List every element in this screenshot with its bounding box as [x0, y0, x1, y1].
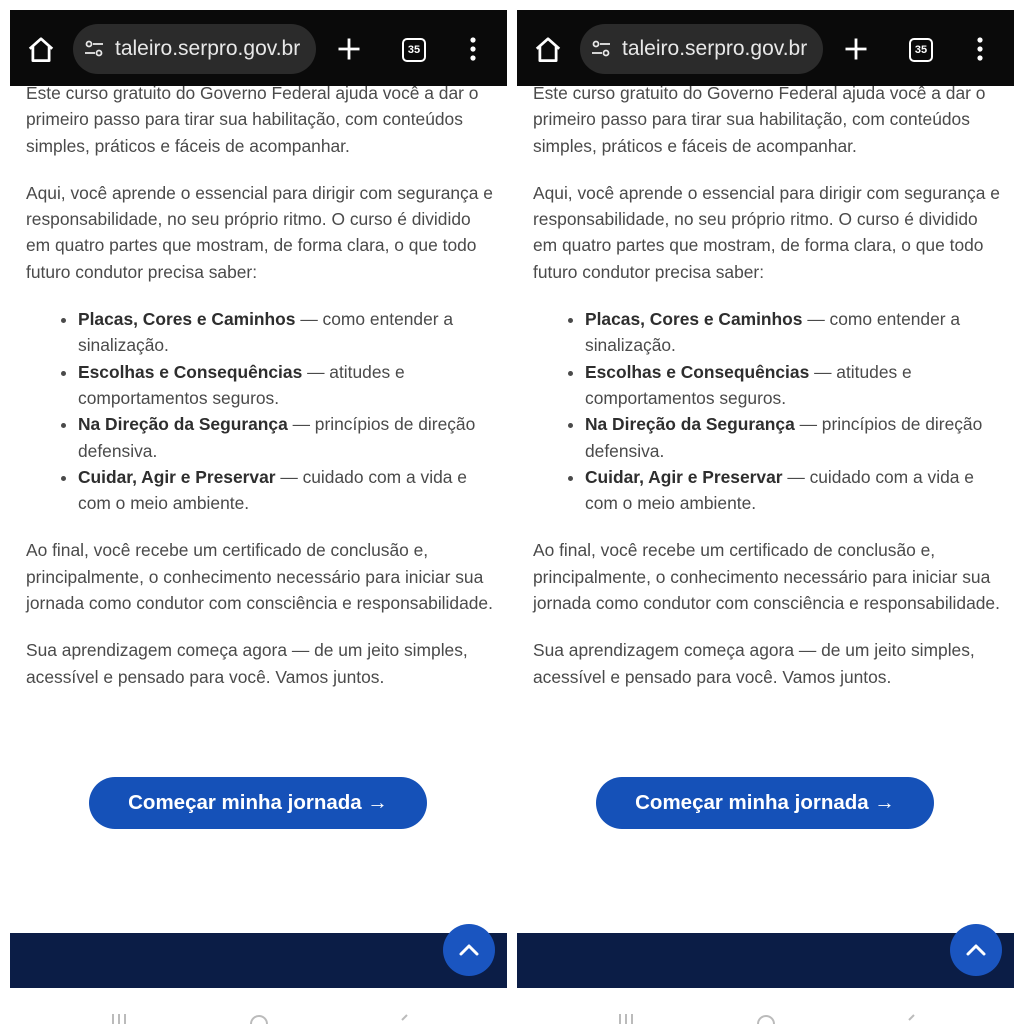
url-text: taleiro.serpro.gov.br — [115, 37, 301, 60]
tab-switcher-icon[interactable]: 35 — [909, 38, 933, 62]
screenshot-right — [517, 10, 1014, 1024]
tab-switcher-icon[interactable]: 35 — [402, 38, 426, 62]
url-bar[interactable] — [580, 24, 823, 74]
module-title: Placas, Cores e Caminhos — [585, 309, 803, 330]
home-icon[interactable] — [26, 35, 56, 65]
chevron-up-icon — [963, 937, 989, 963]
list-item — [585, 359, 1003, 412]
system-nav-bar — [10, 1006, 507, 1024]
course-description — [533, 80, 1003, 711]
module-title: Na Direção da Segurança — [585, 414, 795, 435]
module-title: Escolhas e Consequências — [585, 361, 810, 382]
home-icon[interactable] — [533, 35, 563, 65]
back-to-top-button[interactable] — [950, 924, 1002, 976]
start-journey-button[interactable]: Começar minha jornada → — [89, 777, 427, 829]
module-desc: — atitudes e comportamentos seguros. — [585, 361, 912, 408]
list-item — [78, 464, 496, 517]
module-list — [26, 306, 496, 516]
screenshot-left — [10, 10, 507, 1024]
module-title: Na Direção da Segurança — [78, 414, 288, 435]
course-description — [26, 80, 496, 711]
browser-toolbar — [517, 10, 1014, 86]
module-desc: — cuidado com a vida e com o meio ambiente. — [78, 466, 467, 514]
list-item — [585, 306, 1003, 359]
module-desc: — como entender a sinalização. — [585, 309, 961, 356]
tune-icon[interactable] — [83, 39, 105, 59]
plus-icon[interactable] — [842, 35, 870, 63]
page-footer — [517, 933, 1014, 988]
tune-icon[interactable] — [590, 39, 612, 59]
module-list — [533, 306, 1003, 516]
intro-paragraph: Este curso gratuito do Governo Federal ajuda você a dar o primeiro passo para tirar sua habilitação, com conteúdos simples, práticos e fáceis de acompanhar. — [26, 83, 479, 156]
list-item — [78, 359, 496, 412]
closing-paragraph: Sua aprendizagem começa agora — de um jeito simples, acessível e pensado para você. Vamos juntos. — [26, 640, 468, 687]
overview-paragraph: Aqui, você aprende o essencial para dirigir com segurança e responsabilidade, no seu próprio ritmo. O curso é dividido em quatro partes que mostram, de forma clara, o que todo futuro condutor precisa saber: — [533, 182, 1000, 282]
module-title: Placas, Cores e Caminhos — [78, 309, 296, 330]
browser-toolbar — [10, 10, 507, 86]
module-desc: — princípios de direção defensiva. — [585, 414, 983, 461]
module-desc: — como entender a sinalização. — [78, 309, 454, 356]
plus-icon[interactable] — [335, 35, 363, 63]
module-desc: — princípios de direção defensiva. — [78, 414, 476, 461]
list-item — [78, 306, 496, 359]
certificate-paragraph: Ao final, você recebe um certificado de conclusão e, principalmente, o conhecimento necessário para iniciar sua jornada como condutor com consciência e responsabilidade. — [26, 540, 493, 614]
module-title: Escolhas e Consequências — [78, 361, 303, 382]
page-footer — [10, 933, 507, 988]
list-item — [78, 411, 496, 464]
system-nav-bar — [517, 1006, 1014, 1024]
module-title: Cuidar, Agir e Preservar — [585, 466, 783, 487]
closing-paragraph: Sua aprendizagem começa agora — de um jeito simples, acessível e pensado para você. Vamos juntos. — [533, 640, 975, 687]
back-to-top-button[interactable] — [443, 924, 495, 976]
module-title: Cuidar, Agir e Preservar — [78, 466, 276, 487]
chevron-up-icon — [456, 937, 482, 963]
url-text: taleiro.serpro.gov.br — [622, 37, 808, 60]
certificate-paragraph: Ao final, você recebe um certificado de conclusão e, principalmente, o conhecimento necessário para iniciar sua jornada como condutor com consciência e responsabilidade. — [533, 540, 1000, 614]
more-vert-icon[interactable] — [975, 36, 985, 62]
module-desc: — atitudes e comportamentos seguros. — [78, 361, 405, 408]
module-desc: — cuidado com a vida e com o meio ambiente. — [585, 466, 974, 514]
overview-paragraph: Aqui, você aprende o essencial para dirigir com segurança e responsabilidade, no seu próprio ritmo. O curso é dividido em quatro partes que mostram, de forma clara, o que todo futuro condutor precisa saber: — [26, 182, 493, 282]
intro-paragraph: Este curso gratuito do Governo Federal ajuda você a dar o primeiro passo para tirar sua habilitação, com conteúdos simples, práticos e fáceis de acompanhar. — [533, 83, 986, 156]
more-vert-icon[interactable] — [468, 36, 478, 62]
list-item — [585, 411, 1003, 464]
list-item — [585, 464, 1003, 517]
url-bar[interactable] — [73, 24, 316, 74]
start-journey-button[interactable]: Começar minha jornada → — [596, 777, 934, 829]
